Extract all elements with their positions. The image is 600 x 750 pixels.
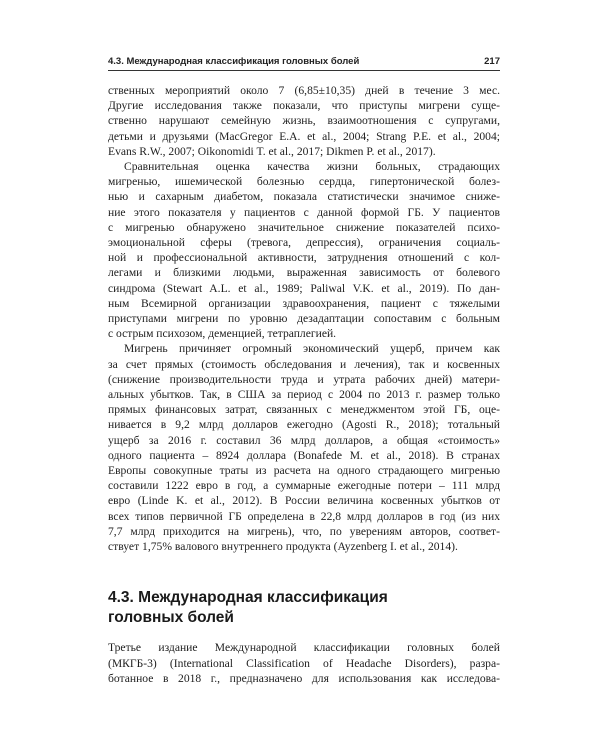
- text-line: нивается в 9,2 млрд долларов ежегодно (Agosti R., 2018); тотальный: [108, 418, 500, 432]
- text-line: ственных мероприятий около 7 (6,85±10,35) дней в течение 3 мес.: [108, 84, 500, 97]
- text-line: (снижение производительности труда и утрата рабочих дней) матери-: [108, 372, 500, 386]
- page-number: 217: [484, 56, 500, 67]
- text-line: приступами мигрени по уровню дезадаптации сопоставим с больным: [108, 312, 500, 326]
- text-line: ствует 1,75% валового внутреннего продукта (Ayzenberg I. et al., 2014).: [108, 540, 458, 554]
- text-line: (МКГБ-3) (International Classification of Headache Disorders), разра-: [108, 656, 500, 670]
- text-line: Другие исследования также показали, что приступы мигрени суще-: [108, 99, 500, 113]
- text-line: нью и сахарным диабетом, показала статистически значимое сниже-: [108, 190, 500, 204]
- text-line: альных убытков. Так, в США за период с 2004 по 2013 г. размер только: [108, 388, 500, 402]
- paragraph-2: [108, 159, 500, 341]
- body-text: [108, 83, 500, 554]
- text-line: легами и близкими людьми, выраженная зависимость от болевого: [108, 266, 500, 280]
- text-line: евро (Linde K. et al., 2012). В России величина косвенных убытков от: [108, 494, 500, 508]
- paragraph-3: [108, 341, 500, 554]
- text-line: Мигрень причиняет огромный экономический ущерб, причем как: [124, 342, 500, 356]
- text-line: ным Всемирной организации здравоохранения, пациент с тяжелыми: [108, 296, 500, 310]
- text-line: синдрома (Stewart A.L. et al., 1989; Paliwal V.K. et al., 2019). По дан-: [108, 281, 500, 295]
- text-line: ственно нарушают семейную жизнь, взаимоотношения с супругами,: [108, 114, 500, 128]
- text-line: составили 1222 евро в год, а суммарные ежегодные потери – 111 млрд: [108, 479, 500, 493]
- text-line: эмоциональной сферы (тревога, депрессия), ограничения социаль-: [108, 236, 500, 250]
- text-line: с острым психозом, деменцией, тетраплегией.: [108, 327, 337, 341]
- text-line: ущерб за 2016 г. составил 36 млрд долларов, а общая «стоимость»: [108, 433, 500, 447]
- text-line: всех типов первичной ГБ определена в 22,8 млрд долларов в год (из них: [108, 509, 500, 523]
- text-line: мигренью, ишемической болезнью сердца, гипертонической болез-: [108, 175, 500, 189]
- running-header-title: 4.3. Международная классификация головных болей: [108, 56, 360, 67]
- section-heading-line: 4.3. Международная классификация: [108, 589, 388, 606]
- text-line: ной и профессиональной активности, затруднения отношений с кол-: [108, 251, 500, 265]
- text-line: детьми и друзьями (MacGregor E.A. et al., 2004; Strang P.E. et al., 2004;: [108, 129, 500, 143]
- text-line: 7,7 млрд приходится на мигрень), что, по уверениям авторов, соответ-: [108, 524, 500, 538]
- section-body-text: [108, 640, 500, 687]
- text-line: прямых финансовых затрат, связанных с менеджментом этой ГБ, оце-: [108, 403, 500, 417]
- text-line: с мигренью обнаружено значительное снижение показателей психо-: [108, 220, 500, 234]
- text-line: Европы совокупные траты из расчета на одного страдающего мигренью: [108, 464, 500, 478]
- text-line: за счет прямых (стоимость обследования и лечения), так и косвенных: [108, 357, 500, 371]
- section-heading-line: головных болей: [108, 609, 234, 626]
- section-heading: [108, 588, 500, 628]
- header-divider: [108, 70, 500, 71]
- paragraph-4: [108, 640, 500, 687]
- text-line: ние этого показателя у пациентов с данной формой ГБ. У пациентов: [108, 205, 500, 219]
- text-line: ботанное в 2018 г., предназначено для использования как исследова-: [108, 672, 500, 686]
- text-line: Evans R.W., 2007; Oikonomidi T. et al., 2017; Dikmen P. et al., 2017).: [108, 144, 436, 158]
- paragraph-1: [108, 83, 500, 159]
- text-line: Сравнительная оценка качества жизни больных, страдающих: [124, 160, 500, 174]
- text-line: Третье издание Международной классификации головных болей: [108, 641, 500, 654]
- text-line: одного пациента – 8924 доллара (Bonafede M. et al., 2018). В странах: [108, 448, 500, 462]
